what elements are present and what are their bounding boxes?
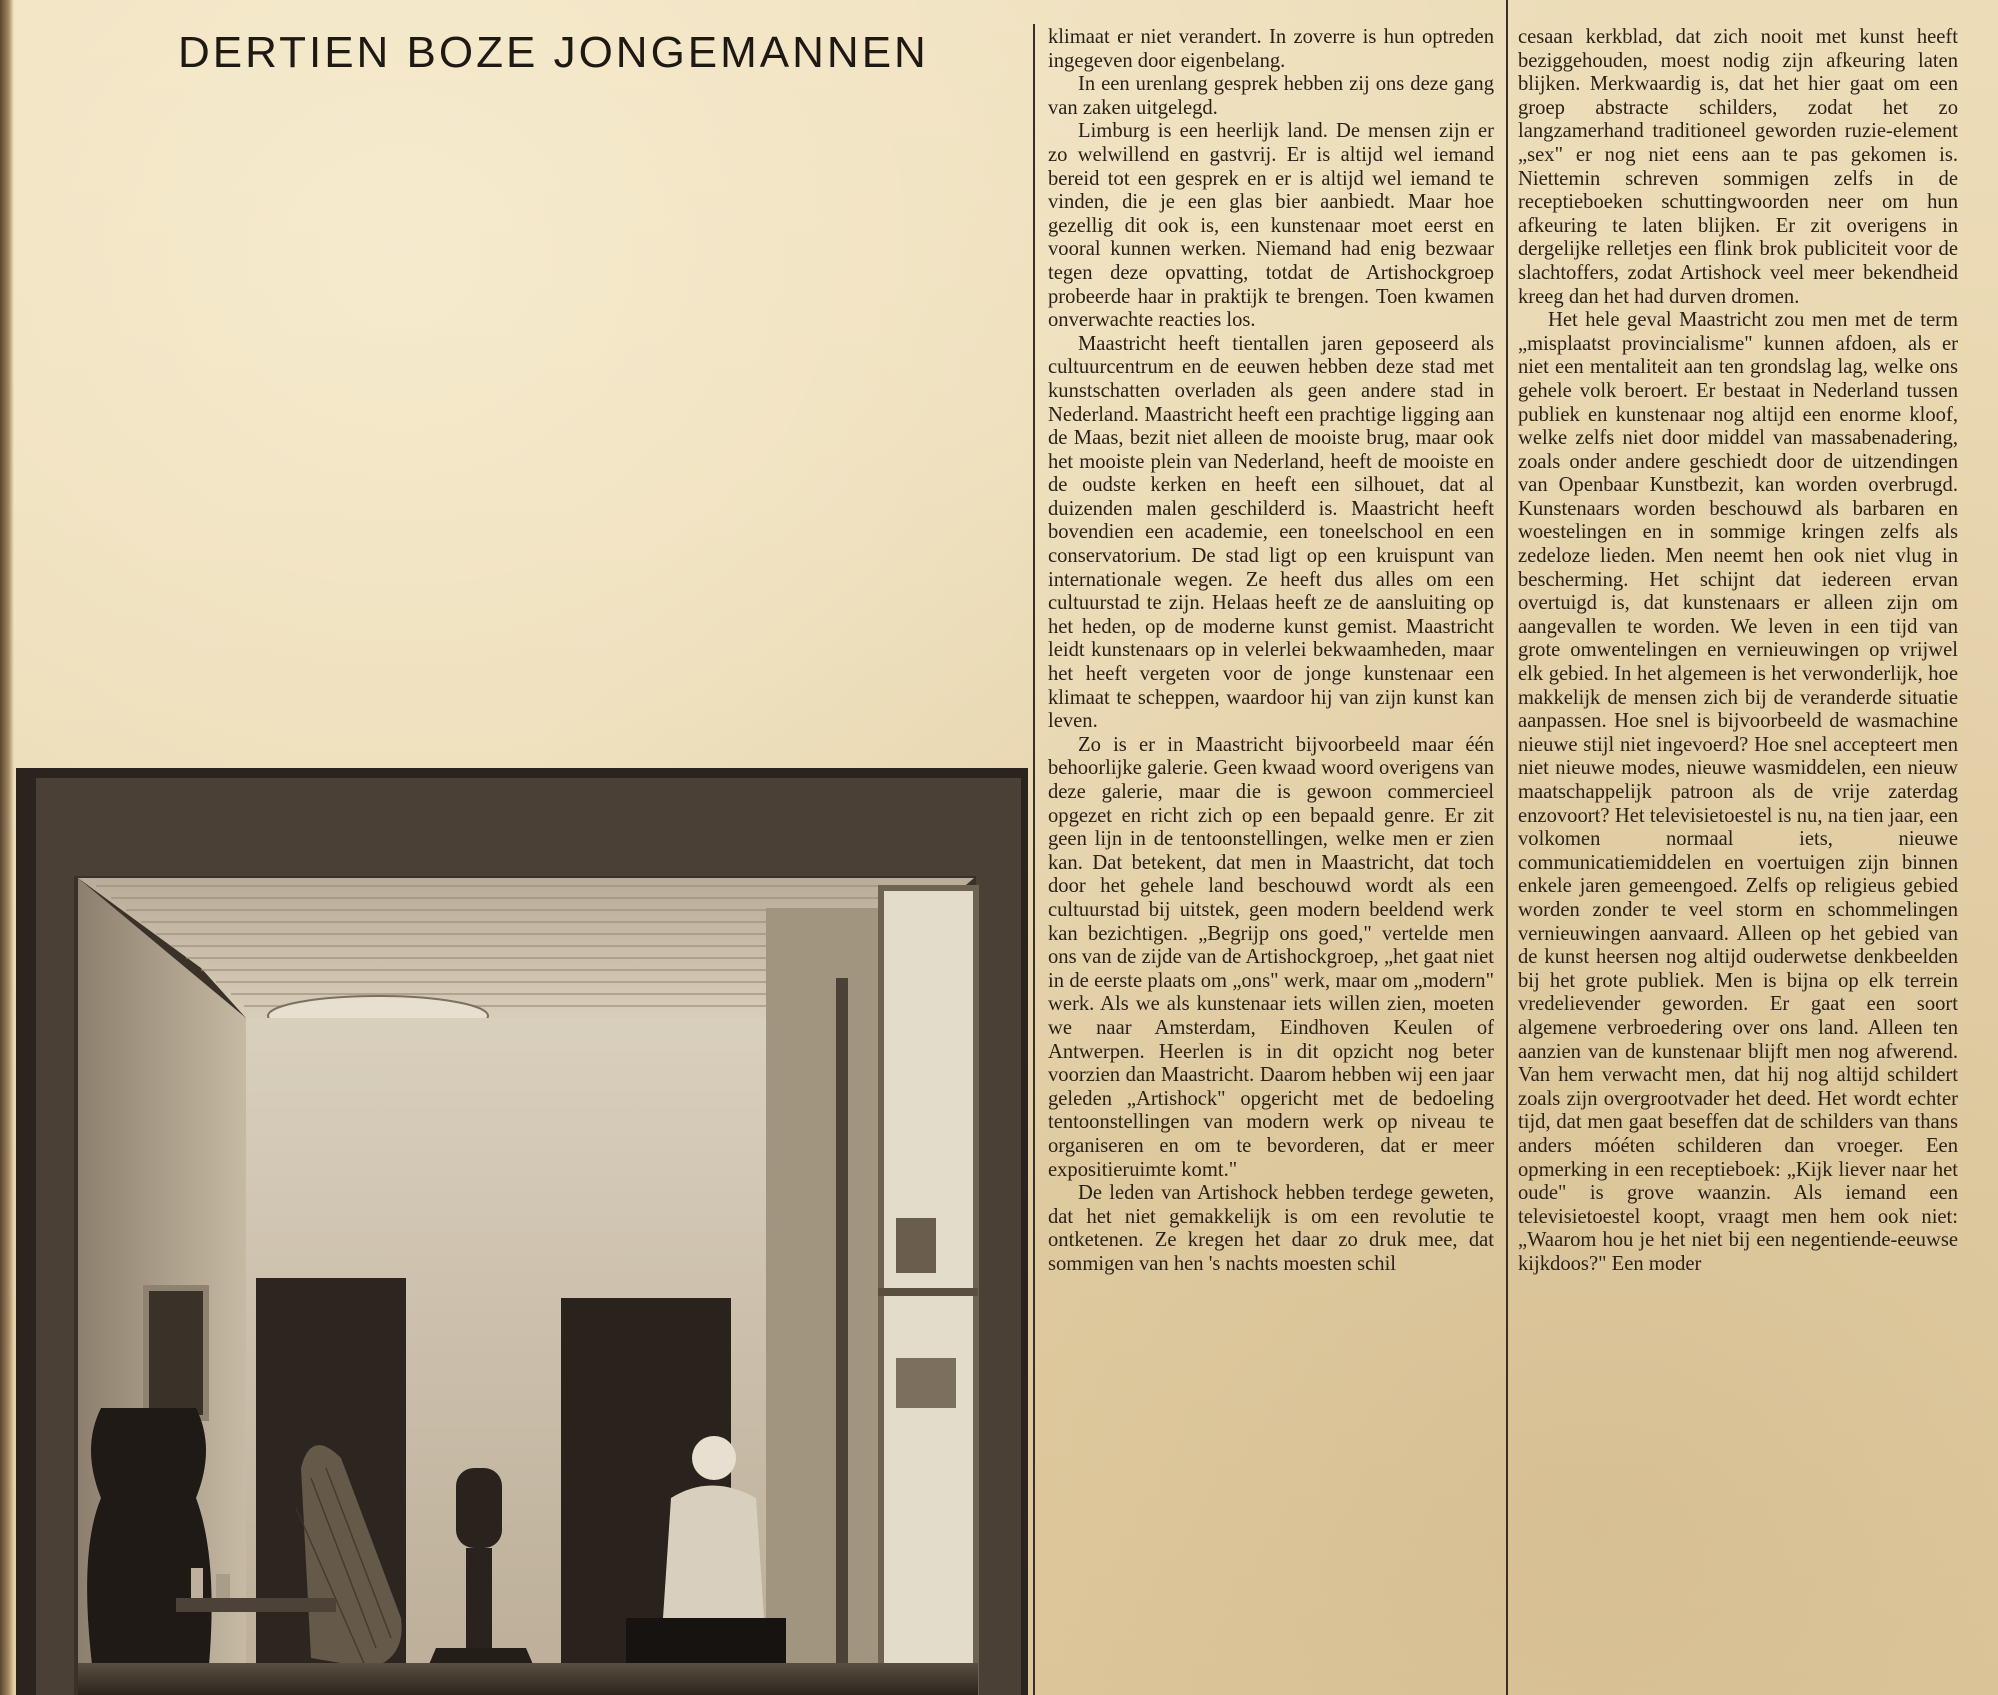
page-gutter-shadow (0, 0, 14, 1695)
interior-photograph (16, 768, 1028, 1695)
article-paragraph: In een urenlang gesprek hebben zij ons deze gang van zaken uitgelegd. (1048, 73, 1494, 119)
article-column-1 (1048, 26, 1494, 1691)
article-paragraph: klimaat er niet verandert. In zoverre is hun optreden ingegeven door eigenbelang. (1048, 26, 1494, 72)
headline: DERTIEN BOZE JONGEMANNEN (178, 28, 929, 77)
article-paragraph: Limburg is een heerlijk land. De mensen zijn er zo welwillend en gastvrij. Er is altijd wel iemand bereid tot een gesprek en er is altijd wel iemand te vinden, die je een glas bier aanbiedt. Maar hoe gezellig dit ook is, een kunstenaar moet eerst en vooral kunnen werken. Niemand had enig bezwaar tegen deze opvatting, totdat de Artishockgroep probeerde haar in praktijk te brengen. Toen kwamen onverwachte reacties los. (1048, 120, 1494, 332)
article-column-2 (1518, 26, 1958, 1691)
article-paragraph: De leden van Artishock hebben terdege geweten, dat het niet gemakkelijk is om een revolutie te ontketenen. Ze kregen het daar zo druk mee, dat sommigen van hen 's nachts moesten schil (1048, 1182, 1494, 1275)
column-rule-1 (1033, 24, 1035, 1695)
article-paragraph: cesaan kerkblad, dat zich nooit met kunst heeft beziggehouden, moest nodig zijn afkeuring laten blijken. Merkwaardig is, dat het hier gaat om een groep abstracte schilders, zodat het zo langzamerhand traditioneel geworden ruzie-element „sex" er nog niet eens aan te pas gekomen is. Niettemin schreven sommigen zelfs in de receptieboeken schuttingwoorden neer om hun afkeuring te laten blijken. Er zit overigens in dergelijke relletjes een flink brok publiciteit voor de slachtoffers, zodat Artishock veel meer bekendheid kreeg dan het had durven dromen. (1518, 26, 1958, 308)
column-rule-2 (1506, 0, 1508, 1695)
article-paragraph: Zo is er in Maastricht bijvoorbeeld maar één behoorlijke galerie. Geen kwaad woord overigens van deze galerie, maar die is gewoon commercieel opgezet en richt zich op een bepaald genre. Er zit geen lijn in de tentoonstellingen, welke men er zien kan. Dat betekent, dat men in Maastricht, dat toch door het gehele land beschouwd wordt als een cultuurstad bij uitstek, geen modern beeldend werk kan bezichtigen. „Begrijp ons goed," vertelde men ons van de zijde van de Artishockgroep, „het gaat niet in de eerste plaats om „ons" werk, maar om „modern" werk. Als we als kunstenaar iets willen zien, moeten we naar Amsterdam, Eindhoven Keulen of Antwerpen. Heerlen is in dit opzicht nog beter voorzien dan Maastricht. Daarom hebben wij een jaar geleden „Artishock" opgericht met de bedoeling tentoonstellingen van modern werk op niveau te organiseren en om te bevorderen, dat er meer expositieruimte komt." (1048, 733, 1494, 1181)
article-paragraph: Het hele geval Maastricht zou men met de term „misplaatst provincialisme" kunnen afdoen, als er niet een mentaliteit aan ten grondslag lag, welke ons gehele volk beroert. Er bestaat in Nederland tussen publiek en kunstenaar nog altijd een enorme kloof, welke zelfs niet door middel van massabenadering, zoals onder andere geschiedt door de uitzendingen van Openbaar Kunstbezit, kan worden overbrugd. Kunstenaars worden beschouwd als barbaren en woestelingen en in sommige kringen zelfs als zedeloze lieden. Men neemt hen ook niet vlug in bescherming. Het schijnt dat iedereen ervan overtuigd is, dat kunstenaars er alleen zijn om aangevallen te worden. We leven in een tijd van grote omwentelingen en vernieuwingen op vrijwel elk gebied. In het algemeen is het verwonderlijk, hoe makkelijk de mensen zich bij de veranderde situatie aanpassen. Hoe snel is bijvoorbeeld de wasmachine nieuwe stijl niet ingevoerd? Hoe snel accepteert men niet nieuwe modes, nieuwe wasmiddelen, een nieuw maatschappelijk patroon als de vrije zaterdag enzovoort? Het televisietoestel is nu, na tien jaar, een volkomen normaal iets, nieuwe communicatiemiddelen en voertuigen zijn binnen enkele jaren gemeengoed. Zelfs op religieus gebied worden zonder te veel storm en schommelingen vernieuwingen aanvaard. Alleen op het gebied van de kunst heersen nog altijd ouderwetse denkbeelden bij het grote publiek. Men is bijna op elk terrein vredelievender geworden. Er gaat een soort algemene verbroedering over ons land. Alleen ten aanzien van de kunstenaar blijft men nog afwerend. Van hem verwacht men, dat hij nog altijd schildert zoals zijn overgrootvader het deed. Het wordt echter tijd, dat men gaat beseffen dat de schilders van thans anders móéten schilderen dan vroeger. Een opmerking in een receptieboek: „Kijk liever naar het oude" is grove waanzin. Als iemand een televisietoestel koopt, vraagt men hem ook niet: „Waarom hou je het niet bij een negentiende-eeuwse kijkdoos?" Een moder (1518, 309, 1958, 1275)
article-paragraph: Maastricht heeft tientallen jaren geposeerd als cultuurcentrum en de eeuwen hebben deze stad met kunstschatten overladen als geen andere stad in Nederland. Maastricht heeft een prachtige ligging aan de Maas, bezit niet alleen de mooiste brug, maar ook het mooiste plein van Nederland, heeft de mooiste en de oudste kerken en heeft een silhouet, dat al duizenden malen geschilderd is. Maastricht heeft bovendien een academie, een toneelschool en een conservatorium. De stad ligt op een kruispunt van internationale wegen. Ze heeft dus alles om een cultuurstad te zijn. Helaas heeft ze de aansluiting op het heden, op de moderne kunst gemist. Maastricht leidt kunstenaars op in velerlei bekwaamheden, maar het heeft vergeten voor de jonge kunstenaar een klimaat te scheppen, waardoor hij van zijn kunst kan leven. (1048, 332, 1494, 733)
